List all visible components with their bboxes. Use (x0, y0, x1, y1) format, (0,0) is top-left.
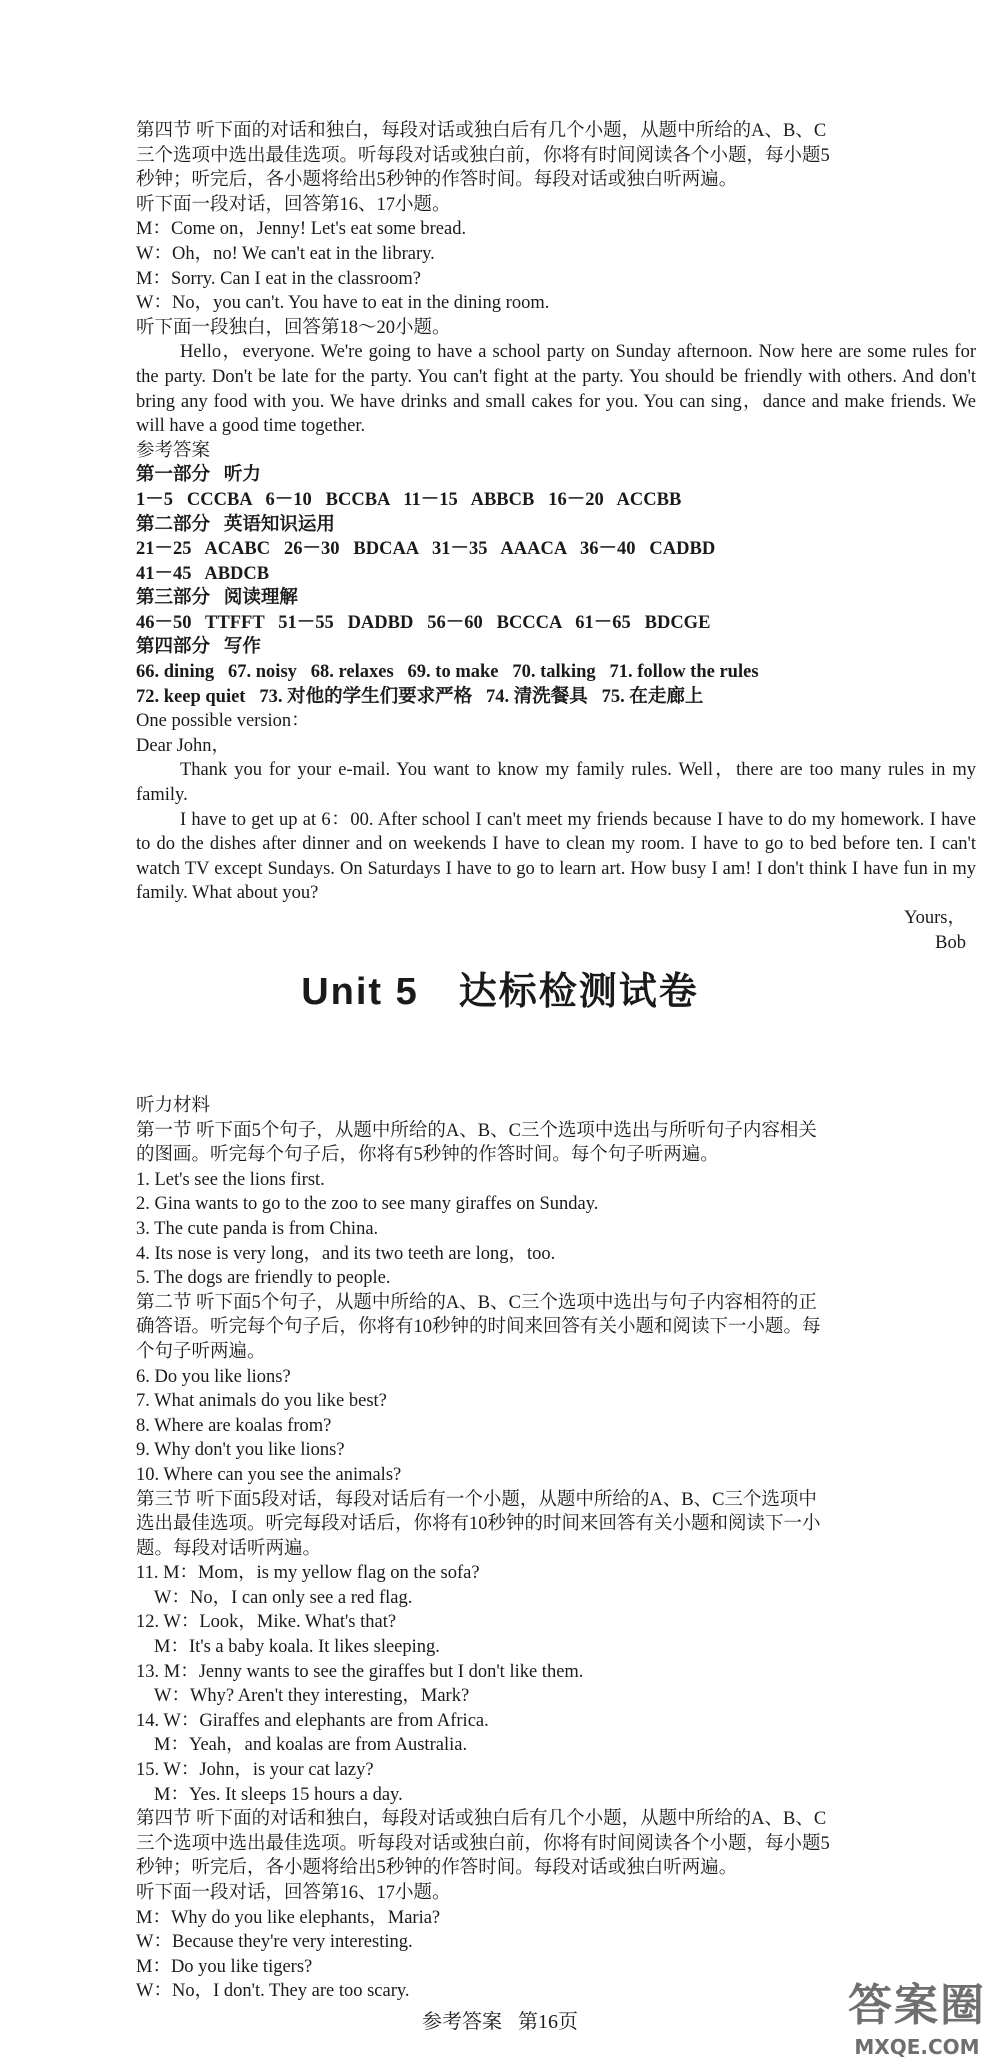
dialogue-line: W：No，I don't. They are too scary. (136, 1981, 410, 2002)
dialogue-line: W：Because they're very interesting. (136, 1932, 413, 1953)
top-section (136, 119, 976, 955)
dialogue-intro: 听下面一段对话，回答第16、17小题。 (136, 1883, 451, 1903)
section4-heading-line1: 第四节 听下面的对话和独白，每段对话或独白后有几个小题，从题中所给的A、B、C (136, 121, 827, 141)
section2-item: 8. Where are koalas from? (136, 1415, 332, 1436)
section2-heading-line2: 确答语。听完每个句子后，你将有10秒钟的时间来回答有关小题和阅读下一小题。每 (136, 1317, 821, 1338)
section2-item: 6. Do you like lions? (136, 1366, 291, 1387)
part4-answers-line1: 66. dining 67. noisy 68. relaxes 69. to make 70. talking 71. follow the rules (136, 662, 759, 683)
dialogue-intro: 听下面一段对话，回答第16、17小题。 (136, 194, 451, 215)
section1-item: 1. Let's see the lions first. (136, 1169, 325, 1190)
letter-paragraph: Thank you for your e-mail. You want to know my family rules. Well，there are too many rules in my family. (136, 760, 976, 806)
section3-reply: M：Yeah，and koalas are from Australia. (154, 1735, 468, 1756)
section4-heading-line3: 秒钟；听完后，各小题将给出5秒钟的作答时间。每段对话或独白听两遍。 (136, 170, 738, 191)
part4-answers-line2: 72. keep quiet 73. 对他的学生们要求严格 74. 清洗餐具 75. 在走廊上 (136, 686, 704, 707)
monologue-intro: 听下面一段独白，回答第18～20小题。 (136, 317, 451, 338)
unit-number: Unit 5 (301, 971, 419, 1013)
version-label: One possible version： (136, 711, 310, 732)
watermark-logo (842, 1976, 992, 2066)
dialogue-line: W：No，you can't. You have to eat in the dining room. (136, 293, 550, 314)
section3-reply: M：It's a baby koala. It likes sleeping. (154, 1637, 440, 1658)
part1-answers: 1－5 CCCBA 6－10 BCCBA 11－15 ABBCB 16－20 ACCBB (136, 489, 682, 510)
letter-paragraph: I have to get up at 6：00. After school I can't meet my friends because I have to do my homework. I have to do the dishes after dinner and on weekends I have to clean my room. I have to go to bed before ten. I can't watch TV except Sundays. On Saturdays I have to go to learn art. How busy I am! I don't think I have fun in my family. What about you? (136, 809, 976, 904)
page-number: 第16页 (518, 2011, 578, 2033)
part2-answers-line1: 21－25 ACABC 26－30 BDCAA 31－35 AAACA 36－40 CADBD (136, 539, 716, 560)
part3-title: 第三部分 阅读理解 (136, 588, 298, 609)
section2-heading-line1: 第二节 听下面5个句子，从题中所给的A、B、C三个选项中选出与句子内容相符的正 (136, 1292, 817, 1313)
section3-reply: W：No，I can only see a red flag. (154, 1587, 413, 1608)
section4-heading-line1: 第四节 听下面的对话和独白，每段对话或独白后有几个小题，从题中所给的A、B、C (136, 1809, 827, 1830)
section4-heading-line3: 秒钟；听完后，各小题将给出5秒钟的作答时间。每段对话或独白听两遍。 (136, 1858, 738, 1879)
section3-question: 14. W：Giraffes and elephants are from Africa. (136, 1710, 489, 1731)
bottom-section (136, 1094, 976, 2004)
dialogue-line: W：Oh，no! We can't eat in the library. (136, 243, 435, 264)
section3-question: 11. M：Mom，is my yellow flag on the sofa? (136, 1563, 480, 1584)
letter-greeting: Dear John， (136, 735, 231, 756)
watermark-main-text: 答案圈 (848, 1980, 986, 2031)
section3-question: 13. M：Jenny wants to see the giraffes but I don't like them. (136, 1661, 584, 1682)
section3-heading-line3: 题。每段对话听两遍。 (136, 1538, 322, 1559)
part3-answers: 46－50 TTFFT 51－55 DADBD 56－60 BCCCA 61－65 BDCGE (136, 612, 711, 633)
section1-item: 3. The cute panda is from China. (136, 1218, 379, 1239)
letter-closing: Yours， (904, 908, 966, 928)
section3-heading-line2: 选出最佳选项。听完每段对话后，你将有10秒钟的时间来回答有关小题和阅读下一小 (136, 1514, 821, 1535)
section3-question: 15. W：John，is your cat lazy? (136, 1760, 374, 1781)
part4-title: 第四部分 写作 (136, 637, 261, 658)
unit-title (0, 971, 1000, 1013)
section4-heading-line2: 三个选项中选出最佳选项。听每段对话或独白前，你将有时间阅读各个小题，每小题5 (136, 1833, 830, 1854)
dialogue-line: M：Come on，Jenny! Let's eat some bread. (136, 219, 467, 240)
section4-heading-line2: 三个选项中选出最佳选项。听每段对话或独白前，你将有时间阅读各个小题，每小题5 (136, 145, 830, 166)
section3-question: 12. W：Look，Mike. What's that? (136, 1612, 397, 1633)
monologue-text: Hello，everyone. We're going to have a school party on Sunday afternoon. Now here are some rules for the party. Don't be late for the party. You can't fight at the party. You should be friendly with others. And don't bring any food with you. We have drinks and small cakes for you. You can sing，dance and make friends. We will have a good time together. (136, 342, 976, 437)
section1-heading-line1: 第一节 听下面5个句子，从题中所给的A、B、C三个选项中选出与所听句子内容相关 (136, 1120, 817, 1141)
section2-heading-line3: 个句子听两遍。 (136, 1341, 266, 1362)
section2-item: 9. Why don't you like lions? (136, 1440, 345, 1461)
part2-title: 第二部分 英语知识运用 (136, 514, 335, 535)
section3-reply: W：Why? Aren't they interesting，Mark? (154, 1686, 470, 1707)
section2-item: 10. Where can you see the animals? (136, 1464, 402, 1485)
section1-heading-line2: 的图画。听完每个句子后，你将有5秒钟的作答时间。每个句子听两遍。 (136, 1145, 719, 1166)
dialogue-line: M：Why do you like elephants，Maria? (136, 1907, 441, 1928)
watermark-url: MXQE.COM (854, 2035, 980, 2059)
unit-name: 达标检测试卷 (458, 971, 699, 1013)
section2-item: 7. What animals do you like best? (136, 1391, 387, 1412)
part2-answers-line2: 41－45 ABDCB (136, 563, 270, 584)
material-label: 听力材料 (136, 1096, 211, 1116)
section3-heading-line1: 第三节 听下面5段对话，每段对话后有一个小题，从题中所给的A、B、C三个选项中 (136, 1489, 817, 1510)
dialogue-line: M：Do you like tigers? (136, 1956, 313, 1977)
section1-item: 2. Gina wants to go to the zoo to see many giraffes on Sunday. (136, 1194, 599, 1215)
section1-item: 4. Its nose is very long，and its two teeth are long，too. (136, 1243, 556, 1264)
section3-reply: M：Yes. It sleeps 15 hours a day. (154, 1784, 403, 1805)
section1-item: 5. The dogs are friendly to people. (136, 1268, 391, 1289)
footer-label: 参考答案 (422, 2011, 502, 2033)
answers-title: 参考答案 (136, 440, 211, 461)
letter-signature: Bob (935, 932, 966, 953)
dialogue-line: M：Sorry. Can I eat in the classroom? (136, 268, 421, 289)
part1-title: 第一部分 听力 (136, 465, 261, 486)
